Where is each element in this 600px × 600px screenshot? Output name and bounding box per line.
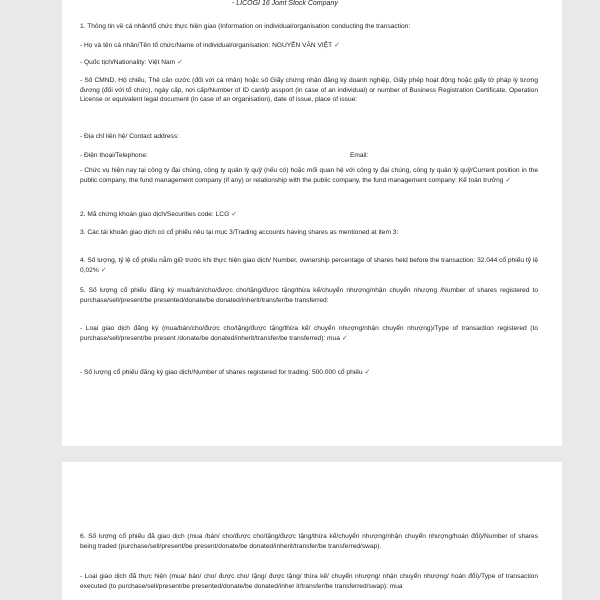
item-1-nationality: - Quốc tịch/Nationality: Việt Nam ✓	[80, 59, 184, 66]
document-page-2	[62, 462, 562, 600]
check-mark-icon: ✓	[341, 334, 348, 342]
check-mark-icon: ✓	[100, 266, 107, 274]
item-1-id-number: - Số CMND, Hộ chiếu, Thẻ căn cước (đối với cá nhân) hoặc số Giấy chứng nhận đăng ký doanh nghiệp, Giấy phép hoạt động hoặc giấy tờ pháp lý tương đương (đối với tổ chức), ngày cấp, nơi cấp/Number of ID card/p assport (in case of an individual) or number of Business Registration Certificate, Operation License or equivalent legal document (in case of an organisation), date of issue, place of issue:	[80, 77, 538, 104]
item-1-contact-address: - Địa chỉ liên hệ/ Contact address:	[80, 133, 179, 140]
check-mark-icon: ✓	[231, 211, 238, 218]
item-1-name: - Họ và tên cá nhân/Tên tổ chức/Name of individual/organisation: NGUYỄN VĂN VIỆT ✓	[80, 42, 341, 49]
item-1-position: - Chức vụ hiện nay tại công ty đại chúng, công ty quản lý quỹ (nếu có) hoặc mối quan hệ với công ty đại chúng, công ty quản lý quỹ/Current position in the public company, the fund management company (if any) or relationship with the public company, the fund management company: Kế toán trưởng ✓	[80, 167, 538, 184]
item-3-trading-accounts: 3. Các tài khoản giao dịch có cổ phiếu nêu tại mục 3/Trading accounts having shares as mentioned at item 3:	[80, 229, 399, 236]
item-1-email: Email:	[350, 152, 369, 159]
item-5-number-registered: - Số lượng cổ phiếu đăng ký giao dịch/Number of shares registered for trading: 500.000 cổ phiếu ✓	[80, 369, 371, 376]
item-6-shares-traded: 6. Số lượng cổ phiếu đã giao dịch (mua /bán/ cho/được cho/tặng/được tặng/thừa kế/chuyển nhượng/nhận chuyển nhượng/hoán đổi)/Number of shares being traded (purchase/sell/present/be present/donate/be donated/inherit/transfer/be transferred/swap).	[80, 533, 538, 550]
item-1-heading: 1. Thông tin về cá nhân/tổ chức thực hiện giao (Information on individual/organisation conducting the transaction:	[80, 23, 411, 30]
check-mark-icon: ✓	[505, 176, 512, 184]
item-6-transaction-type: - Loại giao dịch đã thực hiện (mua/ bán/ cho/ được cho/ tặng/ được tặng/ thừa kế/ chuyển nhượng/ nhận chuyển nhượng/ hoán đổi)/Type of transaction executed (to purchase/sell/present/be presented/donate/be donated/inher it/transfer/be transferred/swap): mua	[80, 573, 538, 590]
check-mark-icon: ✓	[177, 59, 184, 66]
item-5-transaction-type: - Loại giao dịch đăng ký (mua/bán/cho/được cho/tặng/được tặng/thừa kế/ chuyển nhượng/nhận chuyển nhượng)/Type of transaction registered (to purchase/sell/present/be present /donate/be donated/inherit/transfer/be transferred): mua ✓	[80, 325, 538, 342]
item-4-shares-held: 4. Số lượng, tỷ lệ cổ phiếu nắm giữ trước khi thực hiện giao dịch/ Number, ownership percentage of shares held before the transaction: 32.044 cổ phiếu tỷ lệ 0,02% ✓	[80, 257, 538, 274]
item-1-telephone: - Điện thoại/Telephone: Email:	[80, 152, 369, 159]
item-2-securities-code: 2. Mã chứng khoán giao dịch/Securities code: LCG ✓	[80, 211, 238, 218]
check-mark-icon: ✓	[334, 42, 341, 49]
company-header: - LICOGI 16 Joint Stock Company	[232, 0, 338, 7]
item-5-shares-registered: 5. Số lượng cổ phiếu đăng ký mua/bán/cho/được cho/tặng/được tặng/thừa kế/chuyển nhượng/nhận chuyển nhượng /Number of shares registered to purchase/sell/present/be presented/donate/be donated/inherit/transfer/be transferred:	[80, 287, 538, 304]
check-mark-icon: ✓	[364, 369, 371, 376]
document-page-1	[62, 0, 562, 446]
